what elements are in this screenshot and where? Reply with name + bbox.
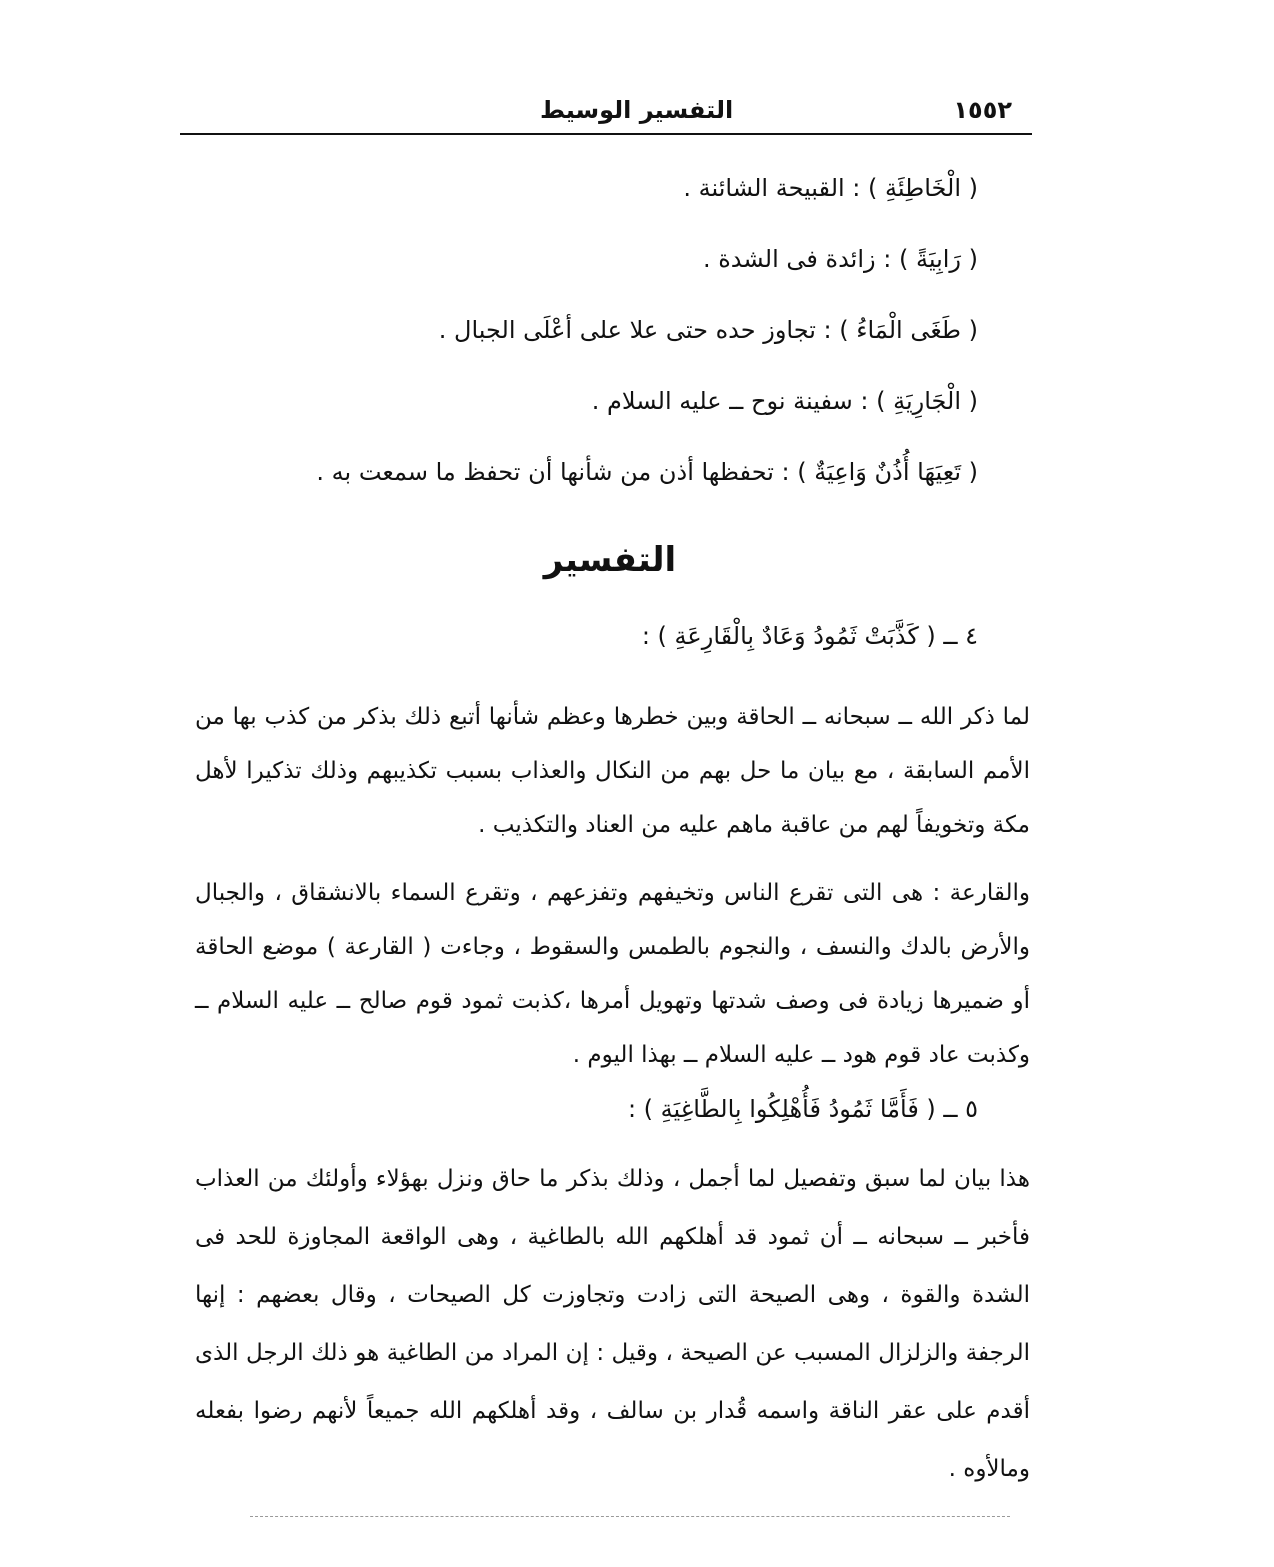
glossary-entry: ( تَعِيَهَا أُذُنٌ وَاعِيَةٌ ) : تحفظها أذن من شأنها أن تحفظ ما سمعت به .: [316, 458, 978, 486]
commentary-paragraph-3: هذا بيان لما سبق وتفصيل لما أجمل ، وذلك بذكر ما حاق ونزل بهؤلاء وأولئك من العذاب فأخبر ــ سبحانه ــ أن ثمود قد أهلكهم الله بالطاغية ، وهى الواقعة المجاوزة للحد فى الشدة والقوة ، وهى الصيحة التى زادت وتجاوزت كل الصيحات ، وقال بعضهم : إنها الرجفة والزلزال المسبب عن الصيحة ، وقيل : إن المراد من الطاغية هو ذلك الرجل الذى أقدم على عقر الناقة واسمه قُدار بن سالف ، وقد أهلكهم الله جميعاً لأنهم رضوا بفعله ومالأوه .: [195, 1166, 1030, 1482]
glossary-entry: ( طَغَى الْمَاءُ ) : تجاوز حده حتى علا على أعْلَى الجبال .: [438, 316, 978, 344]
section-heading: التفسير: [543, 540, 677, 580]
commentary-paragraph-2: والقارعة : هى التى تقرع الناس وتخيفهم وتفزعهم ، وتقرع السماء بالانشقاق ، والجبال والأرض بالدك والنسف ، والنجوم بالطمس والسقوط ، وجاءت ( القارعة ) موضع الحاقة أو ضميرها زيادة فى وصف شدتها وتهويل أمرها ،كذبت ثمود قوم صالح ــ عليه السلام ــ وكذبت عاد قوم هود ــ عليه السلام ــ بهذا اليوم .: [195, 880, 1030, 1068]
commentary-paragraph-1: لما ذكر الله ــ سبحانه ــ الحاقة وبين خطرها وعظم شأنها أتبع ذلك بذكر من كذب بها من الأمم السابقة ، مع بيان ما حل بهم من النكال والعذاب بسبب تكذيبهم وذلك تذكيرا لأهل مكة وتخويفاً لهم من عاقبة ماهم عليه من العناد والتكذيب .: [195, 704, 1030, 838]
page-header: [180, 90, 1032, 130]
page-number: ١٥٥٢: [953, 96, 1012, 124]
glossary-entry: ( الْخَاطِئَةِ ) : القبيحة الشائنة .: [683, 174, 978, 202]
glossary-entry: ( الْجَارِيَةِ ) : سفينة نوح ــ عليه السلام .: [591, 387, 978, 415]
running-title: التفسير الوسيط: [540, 96, 734, 124]
verse-4: ٤ ــ ( كَذَّبَتْ ثَمُودُ وَعَادٌ بِالْقَارِعَةِ ) :: [641, 622, 978, 650]
glossary-entry: ( رَابِيَةً ) : زائدة فى الشدة .: [702, 245, 978, 273]
bottom-divider: [250, 1516, 1010, 1517]
verse-5: ٥ ــ ( فَأَمَّا ثَمُودُ فَأُهْلِكُوا بِالطَّاغِيَةِ ) :: [627, 1095, 978, 1123]
header-divider: [180, 133, 1032, 135]
glossary-list: [218, 168, 978, 523]
